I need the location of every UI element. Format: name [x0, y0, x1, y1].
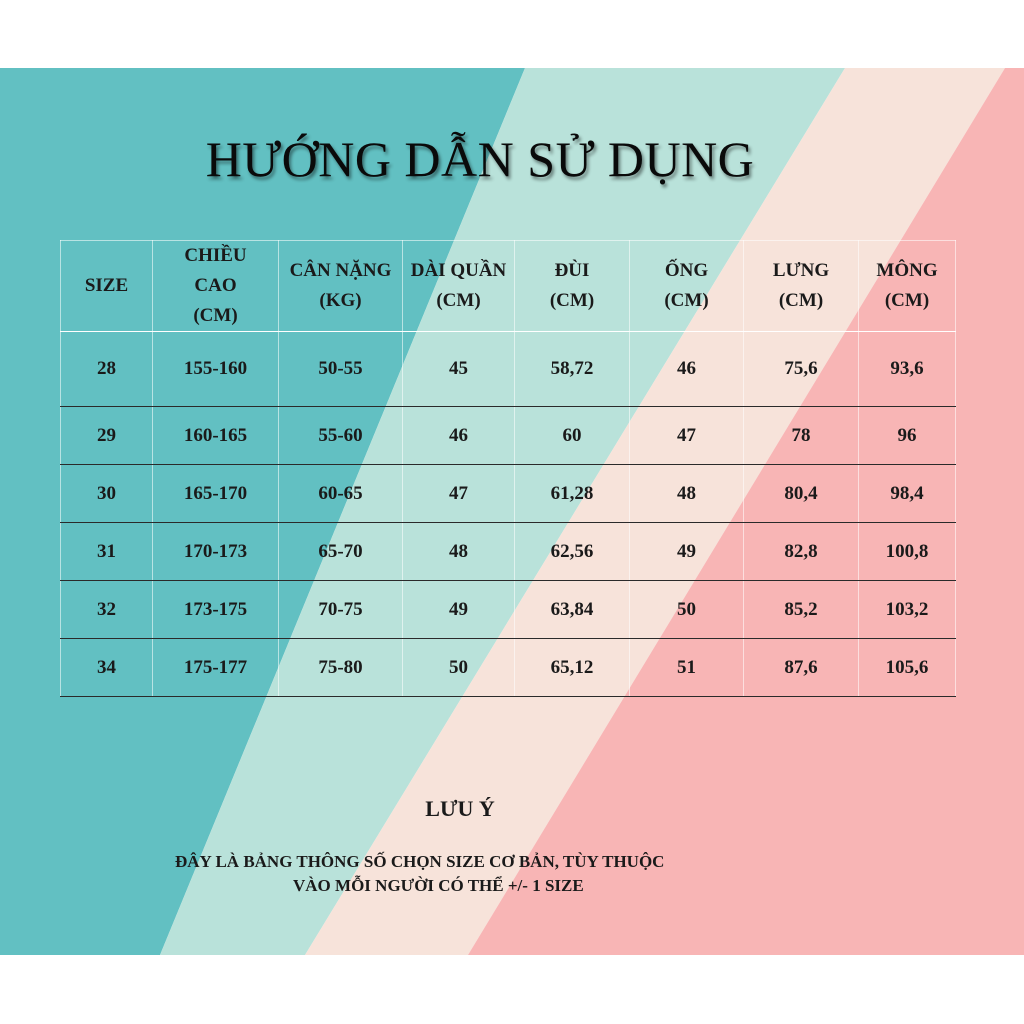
cell-waist: 78: [744, 407, 859, 465]
cell-hip: 105,6: [859, 639, 956, 697]
cell-waist: 80,4: [744, 465, 859, 523]
cell-hip: 98,4: [859, 465, 956, 523]
header-waist: [744, 241, 859, 332]
cell-size: 29: [61, 407, 153, 465]
cell-height: 155-160: [153, 332, 279, 407]
header-leg-opening-line1: ỐNG: [664, 260, 709, 281]
cell-thigh: 63,84: [515, 581, 630, 639]
cell-waist: 75,6: [744, 332, 859, 407]
table-row: [61, 581, 956, 639]
table-row: [61, 639, 956, 697]
cell-leg-opening: 50: [630, 581, 744, 639]
cell-length: 49: [403, 581, 515, 639]
cell-thigh: 60: [515, 407, 630, 465]
header-waist-line1: LƯNG: [772, 260, 830, 281]
header-thigh-line1: ĐÙI: [554, 260, 590, 281]
cell-hip: 93,6: [859, 332, 956, 407]
header-leg-opening-line2: (CM): [664, 290, 709, 311]
cell-weight: 55-60: [279, 407, 403, 465]
cell-size: 32: [61, 581, 153, 639]
header-thigh-line2: (CM): [549, 290, 595, 311]
note-title: LƯU Ý: [425, 796, 495, 821]
cell-thigh: 61,28: [515, 465, 630, 523]
cell-thigh: 58,72: [515, 332, 630, 407]
cell-size: 28: [61, 332, 153, 407]
header-size: [61, 241, 153, 332]
header-thigh: [515, 241, 630, 332]
header-hip-line2: (CM): [884, 290, 930, 311]
cell-thigh: 65,12: [515, 639, 630, 697]
cell-hip: 103,2: [859, 581, 956, 639]
cell-height: 175-177: [153, 639, 279, 697]
table-row: [61, 407, 956, 465]
header-size-label: SIZE: [84, 275, 129, 296]
cell-waist: 85,2: [744, 581, 859, 639]
cell-length: 45: [403, 332, 515, 407]
cell-waist: 82,8: [744, 523, 859, 581]
cell-height: 173-175: [153, 581, 279, 639]
header-weight: [279, 241, 403, 332]
cell-height: 165-170: [153, 465, 279, 523]
header-hip-line1: MÔNG: [876, 260, 938, 281]
table-row: [61, 465, 956, 523]
note-line-1: ĐÂY LÀ BẢNG THÔNG SỐ CHỌN SIZE CƠ BẢN, TÙY THUỘC: [175, 852, 665, 871]
cell-length: 50: [403, 639, 515, 697]
cell-weight: 65-70: [279, 523, 403, 581]
note-text: [175, 850, 775, 898]
header-length-line2: (CM): [436, 290, 481, 311]
cell-waist: 87,6: [744, 639, 859, 697]
note-line-2: VÀO MỖI NGƯỜI CÓ THỂ +/- 1 SIZE: [293, 876, 584, 895]
header-height-line3: (CM): [193, 305, 238, 326]
cell-weight: 70-75: [279, 581, 403, 639]
cell-size: 34: [61, 639, 153, 697]
cell-length: 48: [403, 523, 515, 581]
size-chart-table: [60, 240, 956, 697]
cell-length: 46: [403, 407, 515, 465]
cell-height: 160-165: [153, 407, 279, 465]
header-length-line1: DÀI QUẦN: [410, 260, 507, 281]
header-length: [403, 241, 515, 332]
table-header-row: [61, 241, 956, 332]
header-weight-line2: (KG): [319, 290, 362, 311]
cell-hip: 100,8: [859, 523, 956, 581]
cell-leg-opening: 49: [630, 523, 744, 581]
header-waist-line2: (CM): [778, 290, 824, 311]
cell-thigh: 62,56: [515, 523, 630, 581]
header-weight-line1: CÂN NẶNG: [289, 260, 392, 281]
cell-hip: 96: [859, 407, 956, 465]
header-height-line1: CHIỀU: [184, 245, 247, 266]
header-leg-opening: [630, 241, 744, 332]
cell-weight: 50-55: [279, 332, 403, 407]
cell-leg-opening: 46: [630, 332, 744, 407]
cell-height: 170-173: [153, 523, 279, 581]
cell-leg-opening: 47: [630, 407, 744, 465]
header-height-line2: CAO: [194, 275, 237, 296]
table-row: [61, 332, 956, 407]
page-title: HƯỚNG DẪN SỬ DỤNG: [205, 131, 755, 187]
cell-size: 30: [61, 465, 153, 523]
cell-weight: 75-80: [279, 639, 403, 697]
cell-size: 31: [61, 523, 153, 581]
header-hip: [859, 241, 956, 332]
cell-weight: 60-65: [279, 465, 403, 523]
table-row: [61, 523, 956, 581]
cell-leg-opening: 51: [630, 639, 744, 697]
header-height: [153, 241, 279, 332]
cell-leg-opening: 48: [630, 465, 744, 523]
cell-length: 47: [403, 465, 515, 523]
